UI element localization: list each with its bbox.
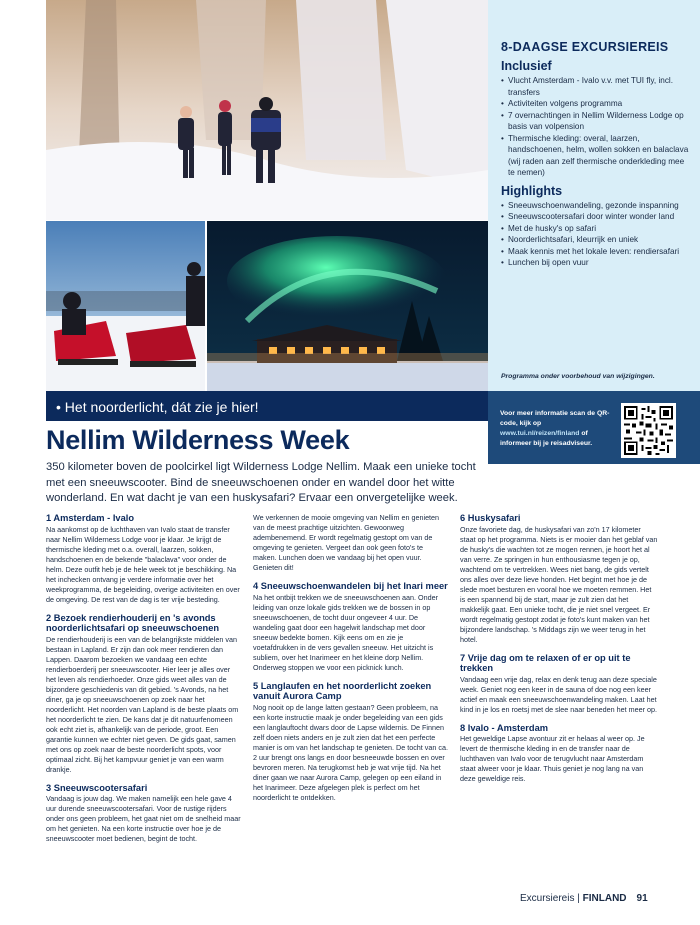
- day-text: Na het ontbijt trekken we de sneeuwschoenen aan. Onder leiding van onze lokale gids trekken we de bossen in op sneeuwschoenen, de tocht duur ongeveer 4 uur. De wandeling gaat door een hagelwit landschap met door sneeuw bedekte bomen. Kijk eens om en zie je voetafdrukken in de vers gevallen sneeuw. Het uitzicht is subliem, over het Inarimeer en het kleine dorp Nellim. Onderweg stoppen we voor een picknick lunch.: [253, 592, 438, 672]
- footer-section: Excursiereis |: [520, 893, 583, 904]
- day-text: We verkennen de mooie omgeving van Nellim en genieten van de meest prachtige uitzichten. Gewoonweg adembenemend. Er wordt regelmatig gestopt om van de omgeving te genieten. Vergeet dan ook geen foto's te maken. Lunchen doen we vandaag bij het open vuur. Genieten dit!: [253, 513, 440, 572]
- highlights-list: [501, 200, 690, 269]
- list-item: • Noorderlichtsafari, kleurrijk en uniek: [501, 234, 690, 246]
- list-item: • Vlucht Amsterdam - Ivalo v.v. met TUI fly, incl. transfers: [501, 75, 690, 98]
- list-item: • 7 overnachtingen in Nellim Wilderness Lodge op basis van volpension: [501, 110, 690, 133]
- qr-code-icon[interactable]: [621, 403, 676, 458]
- day-text: Onze favoriete dag, de huskysafari van zo'n 17 kilometer staat op het programma. Niets is er mooier dan het geblaf van de husky's die wachten tot ze mogen rennen, je hoort het al van verre. Ze springen in hun enthousiasme tegen je op, wachtend om te vertrekken. Wees niet bang, de gids vertelt ons alles over deze lieve honden. Het begint met hoe je de slede moet besturen en vooral hoe we moeten remmen. Het is een spannend bij de start, maar je zult zien dat het makkelijk gaat. Een unieke tocht, die je niet snel vergeet. Er wordt regelmatig gestopt zodat je foto's kunt maken van het bijzondere landschap. 's Middags zijn we weer terug in het hotel.: [460, 524, 658, 644]
- qr-text-after: of informeer bij je reisadviseur.: [500, 430, 593, 447]
- list-item: • Activiteiten volgens programma: [501, 98, 690, 110]
- list-item: • Maak kennis met het lokale leven: rendiersafari: [501, 246, 690, 258]
- day-text: Na aankomst op de luchthaven van Ivalo staat de transfer naar Nellim Wilderness Lodge voor je klaar. Je krijgt de thermische kleding met o.a. overall, laarzen, sokken, handschoenen en de bekende "balaclava" voor onder de helm. Deze outfit heb je de hele week tot je beschikking. Na het inchecken ontvang je verdere informatie over het weekprogramma, de begeleiding, overige activiteiten en over de omgeving. De rest van de dag is ter vrije besteding.: [46, 524, 240, 604]
- page-title: Nellim Wilderness Week: [46, 425, 350, 455]
- photo-snowmobiles: [46, 221, 205, 391]
- photo-snowshoe-hikers: [46, 0, 488, 220]
- list-item: • Met de husky's op safari: [501, 223, 690, 235]
- list-item: • Sneeuwschoenwandeling, gezonde inspanning: [501, 200, 690, 212]
- day-heading: 4 Sneeuwschoenwandelen bij het Inari meer: [253, 581, 448, 591]
- list-item: • Sneeuwscootersafari door winter wonder land: [501, 211, 690, 223]
- day-text: Vandaag is jouw dag. We maken namelijk een hele gave 4 uur durende sneeuwscootersafari. Voor de rustige rijders onder ons geen probleem, het gaat niet om de snelheid maar om het genieten. Na een korte instructie over hoe je de sneeuwscooter moet bedienen, begint de tocht.: [46, 794, 241, 843]
- list-item: • Lunchen bij open vuur: [501, 257, 690, 269]
- column-3: [460, 513, 658, 792]
- inclusief-list: [501, 75, 690, 179]
- list-item: • Thermische kleding: overal, laarzen, handschoenen, helm, wollen sokken en balaclava (wij raden aan zelf thermische onderkleding mee te nemen): [501, 133, 690, 179]
- intro-text: 350 kilometer boven de poolcirkel ligt Wilderness Lodge Nellim. Maak een unieke tocht met een sneeuwscooter. Bind de sneeuwschoenen onder en wandel door het witte wonderland. En wat dacht je van een huskysafari? Ervaar een onvergetelijke week.: [46, 461, 476, 504]
- column-1: [46, 513, 241, 852]
- day-heading: 6 Huskysafari: [460, 513, 521, 523]
- page-number: 91: [636, 893, 648, 904]
- photo-northern-lights: [207, 221, 488, 391]
- day-text: Het geweldige Lapse avontuur zit er helaas al weer op. Je levert de thermische kleding in en de transfer naar de luchthaven van Ivalo voor de terugvlucht naar Amsterdam staat alweer voor je klaar. Thuis geniet je nog lang na van deze geweldige reis.: [460, 734, 645, 783]
- qr-info-box: [488, 391, 700, 464]
- day-heading: 8 Ivalo - Amsterdam: [460, 722, 549, 733]
- day-heading: 3 Sneeuwscootersafari: [46, 782, 148, 793]
- column-2: [253, 513, 448, 811]
- trip-info-box: [488, 0, 700, 391]
- day-text: Nog nooit op de lange latten gestaan? Geen probleem, na een korte instructie maak je onder begeleiding van een gids een langlauftocht dwars door de Lapse wildernis. De Finnen zelf doen niets anders en je zult zien dat het een perfecte manier is om van het landschap te genieten. De tocht van ca. 2 uur brengt ons langs en door besneeuwde bossen en over bevroren meren. Na terugkomst heb je wat vrije tijd. Na het diner gaan we naar Aurora Camp, gelegen op een eiland in het Inarimeer. Deze afgelegen plek is perfect om het noorderlicht te ontdekken.: [253, 702, 448, 802]
- day-heading: 5 Langlaufen en het noorderlicht zoeken vanuit Aurora Camp: [253, 680, 432, 701]
- day-heading: 7 Vrije dag om te relaxen of er op uit te trekken: [460, 652, 631, 673]
- trip-type-title: 8-DAAGSE EXCURSIEREIS: [501, 40, 669, 54]
- page-footer: [520, 893, 648, 904]
- day-text: De rendierhouderij is een van de belangrijkste middelen van bestaan in Lapland. Er zijn dan ook meer rendieren dan Lappen. Daarom bezoeken we vandaag een echte rendierboerderij per sneeuwscooter. Hier leer je alles over het leven als rendierhoeder. Onze gids weet alles van de bijzondere geschiedenis van dit gebied. 's Avonds, na het diner, ga je op sneeuwschoenen op zoek naar het noorderlicht. Het noorden van Lapland is de beste plaats om het noorderlicht te zien. De kans dat je dit natuurfenomeen ook echt ziet is, afhankelijk van de periode, groot. Een garantie kunnen we echter niet geven. De gids gaat, samen met ons op zoek naar de beste noorderlicht spots, voor optimaal zicht. Bij het kampvuur geniet je van een warm drankje.: [46, 634, 239, 774]
- qr-info-text: [500, 409, 618, 449]
- footer-country: FINLAND: [582, 893, 627, 904]
- day-heading: 2 Bezoek rendierhouderij en 's avonds noorderlichtsafari op sneeuwschoenen: [46, 612, 220, 633]
- website-link[interactable]: www.tui.nl/reizen/finland: [500, 430, 580, 437]
- inclusief-heading: Inclusief: [501, 59, 552, 73]
- highlights-heading: Highlights: [501, 183, 563, 198]
- day-heading: 1 Amsterdam - Ivalo: [46, 513, 135, 523]
- qr-text-before: Voor meer informatie scan de QR-code, kijk op: [500, 410, 610, 427]
- northern-lights-banner: • Het noorderlicht, dát zie je hier!: [46, 391, 488, 421]
- day-text: Vandaag een vrije dag, relax en denk terug aan deze speciale week. Geniet nog een keer in de sauna of doe nog een keer actief en maak een sneeuwschoenwandeling maken. Laat het kind in je los en roetsj met de slee naar beneden het meer op.: [460, 674, 657, 714]
- program-note: Programma onder voorbehoud van wijzigingen.: [501, 373, 655, 380]
